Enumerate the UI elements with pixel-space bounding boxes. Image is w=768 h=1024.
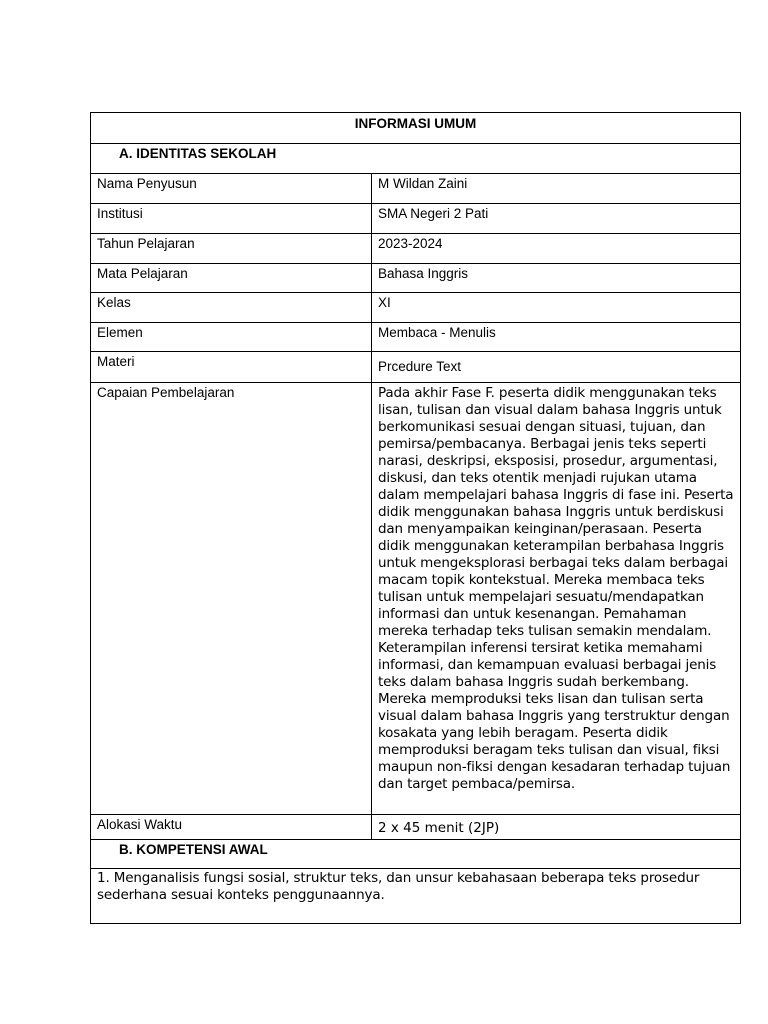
table-row [91, 234, 741, 264]
informasi-umum-table [90, 112, 741, 924]
row-value: Bahasa Inggris [372, 264, 741, 293]
capaian-label: Capaian Pembelajaran [91, 383, 372, 815]
row-label: Tahun Pelajaran [91, 234, 372, 264]
table-row [91, 264, 741, 293]
row-value: Membaca - Menulis [372, 323, 741, 352]
row-value: Prcedure Text [372, 352, 741, 383]
table-row-capaian [91, 383, 741, 815]
section-heading-identitas: A. IDENTITAS SEKOLAH [91, 144, 741, 174]
row-label: Nama Penyusun [91, 174, 372, 204]
row-label: Mata Pelajaran [91, 264, 372, 293]
row-label: Institusi [91, 204, 372, 234]
row-value: SMA Negeri 2 Pati [372, 204, 741, 234]
table-title: INFORMASI UMUM [91, 113, 741, 144]
row-value: XI [372, 293, 741, 323]
capaian-text: Pada akhir Fase F. peserta didik menggunakan teks lisan, tulisan dan visual dalam bahasa Inggris untuk berkomunikasi sesuai dengan situasi, tujuan, dan pemirsa/pembacanya. Berbagai jenis teks seperti narasi, deskripsi, eksposisi, prosedur, argumentasi, diskusi, dan teks otentik menjadi rujukan utama dalam mempelajari bahasa Inggris di fase ini. Peserta didik menggunakan bahasa Inggris untuk berdiskusi dan menyampaikan keinginan/perasaan. Peserta didik menggunakan keterampilan berbahasa Inggris untuk mengeksplorasi berbagai teks dalam berbagai macam topik kontekstual. Mereka membaca teks tulisan untuk mempelajari sesuatu/mendapatkan informasi dan untuk kesenangan. Pemahaman mereka terhadap teks tulisan semakin mendalam. Keterampilan inferensi tersirat ketika memahami informasi, dan kemampuan evaluasi berbagai jenis teks dalam bahasa Inggris sudah berkembang. Mereka memproduksi teks lisan dan tulisan serta visual dalam bahasa Inggris yang terstruktur dengan kosakata yang lebih beragam. Peserta didik memproduksi beragam teks tulisan dan visual, fiksi maupun non-fiksi dengan kesadaran terhadap tujuan dan target pembaca/pemirsa. [372, 383, 741, 815]
table-row [91, 204, 741, 234]
table-row-alokasi [91, 815, 741, 840]
table-row [91, 323, 741, 352]
alokasi-value: 2 x 45 menit (2JP) [372, 815, 741, 840]
row-label: Elemen [91, 323, 372, 352]
table-row [91, 174, 741, 204]
row-value: M Wildan Zaini [372, 174, 741, 204]
row-label: Kelas [91, 293, 372, 323]
kompetensi-awal-text: 1. Menganalisis fungsi sosial, struktur teks, dan unsur kebahasaan beberapa teks prosedur sederhana sesuai konteks penggunaannya. [91, 869, 741, 924]
row-label: Materi [91, 352, 372, 383]
section-heading-kompetensi: B. KOMPETENSI AWAL [91, 840, 741, 869]
table-row [91, 352, 741, 383]
row-value: 2023-2024 [372, 234, 741, 264]
alokasi-label: Alokasi Waktu [91, 815, 372, 840]
table-row [91, 293, 741, 323]
